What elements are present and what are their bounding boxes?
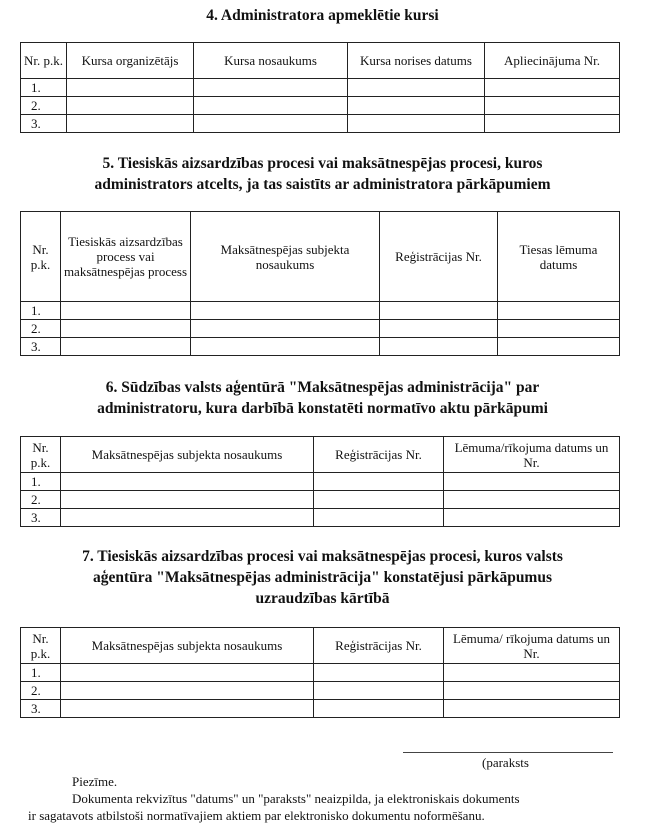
col-course-name: Kursa nosaukums: [194, 43, 348, 79]
section-5-title-line1: 5. Tiesiskās aizsardzības procesi vai maksātnespējas procesi, kuros: [102, 155, 543, 172]
row-number: 1.: [21, 79, 67, 97]
table-row: [21, 509, 620, 527]
table-row: [21, 700, 620, 718]
row-number: 3.: [21, 338, 61, 356]
table-row: [21, 338, 620, 356]
table-row: [21, 682, 620, 700]
col-decision-date-nr: Lēmuma/rīkojuma datums un Nr.: [444, 437, 620, 473]
row-number: 3.: [21, 509, 61, 527]
violations-table: [20, 627, 620, 718]
col-course-date: Kursa norises datums: [348, 43, 485, 79]
table-row: [21, 320, 620, 338]
col-registration-nr: Reģistrācijas Nr.: [314, 628, 444, 664]
section-7-title-line2: aģentūra "Maksātnespējas administrācija" konstatējusi pārkāpumus: [93, 569, 552, 586]
row-number: 1.: [21, 302, 61, 320]
row-number: 2.: [21, 682, 61, 700]
courses-table: [20, 42, 620, 133]
table-row: [21, 97, 620, 115]
col-subject-name: Maksātnespējas subjekta nosaukums: [191, 212, 380, 302]
table-row: [21, 473, 620, 491]
section-5-title-line2: administrators atcelts, ja tas saistīts ar administratora pārkāpumiem: [94, 176, 551, 193]
revoked-processes-table: [20, 211, 620, 356]
row-number: 3.: [21, 700, 61, 718]
col-process-type: Tiesiskās aizsardzības process vai maksātnespējas process: [61, 212, 191, 302]
row-number: 2.: [21, 320, 61, 338]
section-7-title-line3: uzraudzības kārtībā: [255, 590, 390, 607]
table-row: [21, 115, 620, 133]
col-decision-date-nr: Lēmuma/ rīkojuma datums un Nr.: [444, 628, 620, 664]
col-nr: Nr. p.k.: [21, 628, 61, 664]
col-registration-nr: Reģistrācijas Nr.: [314, 437, 444, 473]
row-number: 2.: [21, 491, 61, 509]
section-7-title-line1: 7. Tiesiskās aizsardzības procesi vai maksātnespējas procesi, kuros valsts: [82, 548, 563, 565]
note-line-2: ir sagatavots atbilstoši normatīvajiem aktiem par elektronisko dokumentu noformēšanu.: [28, 808, 485, 823]
note-line-1: Dokumenta rekvizītus "datums" un "paraksts" neaizpilda, ja elektroniskais dokuments: [72, 791, 520, 806]
col-nr: Nr. p.k.: [21, 212, 61, 302]
row-number: 1.: [21, 664, 61, 682]
table-row: [21, 664, 620, 682]
section-6-title-line1: 6. Sūdzības valsts aģentūrā "Maksātnespējas administrācija" par: [105, 379, 540, 396]
signature-line: [403, 752, 613, 753]
col-subject-name: Maksātnespējas subjekta nosaukums: [61, 437, 314, 473]
section-4-title: 4. Administratora apmeklētie kursi: [206, 7, 439, 24]
row-number: 1.: [21, 473, 61, 491]
row-number: 2.: [21, 97, 67, 115]
row-number: 3.: [21, 115, 67, 133]
table-row: [21, 491, 620, 509]
col-registration-nr: Reģistrācijas Nr.: [380, 212, 498, 302]
complaints-table: [20, 436, 620, 527]
col-certificate-nr: Apliecinājuma Nr.: [485, 43, 620, 79]
table-row: [21, 302, 620, 320]
col-nr: Nr. p.k.: [21, 437, 61, 473]
note-heading: Piezīme.: [72, 774, 118, 789]
col-organizer: Kursa organizētājs: [67, 43, 194, 79]
signature-label: (paraksts: [482, 755, 529, 770]
col-court-decision-date: Tiesas lēmuma datums: [498, 212, 620, 302]
col-nr: Nr. p.k.: [21, 43, 67, 79]
col-subject-name: Maksātnespējas subjekta nosaukums: [61, 628, 314, 664]
table-row: [21, 79, 620, 97]
section-6-title-line2: administratoru, kura darbībā konstatēti normatīvo aktu pārkāpumi: [97, 400, 548, 417]
